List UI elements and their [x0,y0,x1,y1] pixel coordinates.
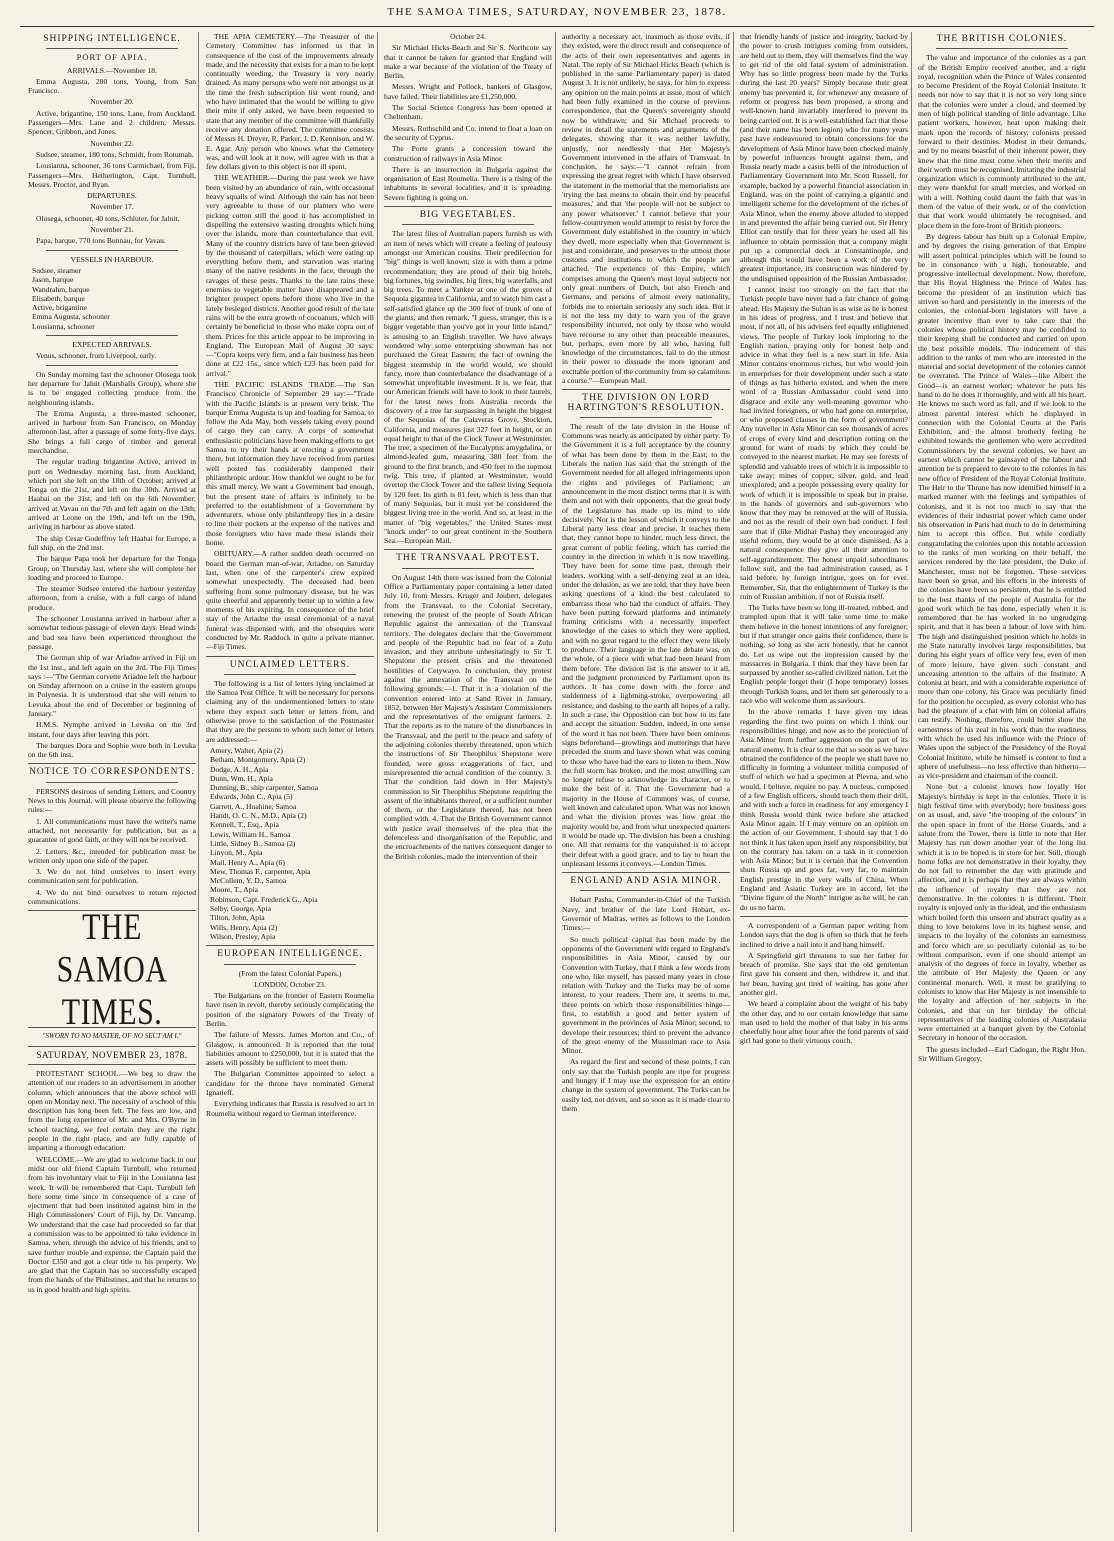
divider [580,890,712,891]
shipping-paragraph: The German ship of war Ariadne arrived in Fiji on the 1st inst., and left again on the 3rd. The Fiji Times says :—"The German corvette Ariadne left the harbour on Sunday afternoon on a cruise in the eastern groups in Polynesia. It is understood that she will return to Levuka about the end of December or beginning of January." [28,653,196,718]
letter-item: Dunn, Wm. H., Apia [210,773,273,783]
european-source: (From the latest Colonial Papers.) [238,968,342,978]
colonies-paragraph: The value and importance of the colonies as a part of the British Empire received another, and a right royal, recognition when the Prince of Wales consented to become President of the Royal Colonial Institute. It needs not now to say that it is not so very long since that the colonies were under a cloud, and deemed by men of high political standing of little advantage. Like patient workers, however, heat upon making their mark upon the records of history, colonists pressed forward to their destinies. Modest in their demands, and by no means boastful of their inherent power, they knew that the time must come when their merits and their worth must be recognised. Imitating the industrial organization which is commonly attributed to the ant, they were thankful for small mercies, and worked on with a will. Nothing could daunt the faith that was in them of the value of their work, or of the conviction that that work would ultimately be recognised, and place them in the fore-front of British pioneers. [918,53,1086,230]
divider [206,656,374,657]
divider [206,945,374,946]
pacific-trade-paragraph: THE PACIFIC ISLANDS TRADE.—The San Francisco Chronicle of September 29 say:—"Trade with the Pacific Islands is at present very brisk. The barque Emma Augusta is up and loading for Samoa, to follow the Ada May, both vessels taking every pound of cargo they can carry. A corps of somewhat enthusiastic politicians have been making efforts to get Samoa to try their hands at erecting a government there, but information they have received from parties well posted has considerably dampened their philanthropic ardour. How thankful we ought to be for this small mercy. We want a Government bad enough, but the present state of affairs is infinitely to be preferred to the establishment of a Government by adventurers, whose only philanthropy lies in a desire to line their pockets at the expense of the natives and those foreigners who have made these islands their home. [206,379,374,548]
column-4 [562,32,730,1532]
letter-item: Mail, Henry A., Apia (6) [210,857,285,867]
divider [402,568,534,569]
column-6 [918,32,1086,1532]
division-title: THE DIVISION ON LORD HARTINGTON'S RESOLUTION. [567,393,725,413]
divider [384,206,552,207]
colonies-paragraph: By degrees labour has built up a Colonial Empire, and by degrees the rising generation of that Empire will assert political principles which will be found to be in consonance with a high, honourable, and progressive intellectual development. Now, therefore, that His Royal Highness the Prince of Wales has become the president of an institution which has striven so hard and persistently in the interests of the colonies, the colonial-born legislators will have a greater incentive than ever to take care that the colonies whose political history may be confided to their keeping shall be conducted and carried on upon the best possible models. The inducement of this addition to the ranks of men who are interested in the material and social development of the colonies cannot be overrated. The Prince of Wales—like Albert the Good—is an earnest worker; whatever he puts his hand to do he does it thoroughly, and with all his heart. He knows no such word as fail, and if we look to the almost parental interest which he displayed in connection with the Colonial Courts at the Paris Exhibition, and the almost brotherly feeling he exhibited towards the gentlemen who were accredited Commissioners by the several colonies, we have an earnest which cannot be gainsayed of the labour and attention he is prepared to devote to the colonies in his new office of President of the Royal Colonial Institute. The Heir to the Throne has now identified himself in a marked manner with the feelings and sympathies of colonists, and it is not too much to say that the evidences of their industrial power which came under his observation in Paris had much to do in determining him to accept this office. But while cordially congratulating the colonies upon this notable accession to the ranks of men working on their behalf, the services rendered by the late president, the Duke of Manchester, must not be forgotten. These services have been so great, and his efforts in the interests of the colonies have been so persistent, that he is entitled to the best thanks of the people of Australia for the good work which he has done, especially when it is remembered that he has worked in no ungrudging spirit, and that it has been a labour of love with him. The high and distinguished position which he holds in the State naturally involves large responsibilities, but during his eight years of office very few, even of men of more leisure, have given such constant and unceasing attention to the affairs of the Institute. A colonist at heart, and with a considerable experience of more than one colony, his Grace was peculiarly fitted for the position he occupied, as every colonist who has had the pleasure of a chat with him on colonial affairs can testify. Nothing, therefore, could better show the earnestness of his zeal in his work than the readiness with which he used his influence with the Prince of Wales upon the subject of the Presidency of the Royal Colonial Institute, while he himself is content to find a sphere of usefulness—no less effective than hitherto—as vice-president and chairman of the council. [918,231,1086,781]
letter-item: Amery, Walter, Apia (2) [210,745,283,755]
letter-item: Selby, George, Apia [210,904,271,914]
divider [224,674,356,675]
letter-item: Lewis, William H., Samoa [210,829,291,839]
news-paragraph: Messrs. Wright and Pollock, bankers of Glasgow, have failed. Their liabilities are £1,250,000. [384,82,552,101]
news-paragraph: The Porte grants a concession toward the construction of railways in Asia Minor. [384,144,552,163]
letter-item: Wills, Henry, Apia (2) [210,922,278,932]
motto: "SWORN TO NO MASTER, OF NO SECT AM I." [42,1032,182,1041]
divider [46,335,178,336]
divider [224,964,356,965]
letter-item: Linyon, M., Apia [210,848,263,858]
vessel-item: Active, brigantine [32,303,87,313]
welcome-paragraph: WELCOME.—We are glad to welcome back in our midst our old friend Captain Turnbull, who returned from his involuntary visit to Fiji in the Lousianna last week. It will be remembered that Capt. Turnbull left here some time since in consequence of a case of ejectment that had been instituted against him in the High Commissioners' Court of Fiji, by Dr. Vancamp. We understand that the case had proceeded so far that a commission was to be appointed to take evidence in Samoa, when, through the advice of his friends, and to save further trouble and expense, the Captain paid the Doctor £350 and got a clear title to his property. We are glad that the Captain has so successfully escaped from the hands of the Philistines, and that he returns to us in good health and high spirits. [28,1154,196,1294]
divider [740,916,908,917]
divider [562,872,730,873]
top-rule [20,26,1094,27]
expected-heading: EXPECTED ARRIVALS. [72,340,152,350]
shipping-paragraph: The Emma Augusta, a three-masted schooner, arrived in harbour from San Francisco, on Monday afternoon last, after a passage of some forty-five days. She brings a full cargo of timber and general merchandise. [28,408,196,455]
european-paragraph: The Bulgarians on the frontier of Eastern Roumelia have risen in revolt, thereby seriously complicating the position of the signatory Powers of the Treaty of Berlin. [206,991,374,1028]
shipping-paragraph: On Sunday morning last the schooner Olosega took her departure for Jaluit (Marshalls Group), where she is to be engaged collecting produce from the neighbouring islands. [28,369,196,407]
unclaimed-title: UNCLAIMED LETTERS. [229,659,351,670]
letter-item: Wilson, Presley, Apia [210,931,276,941]
date-subhead: November 21. [90,225,134,235]
vessel-item: Elisabeth, barque [32,293,85,303]
asia-minor-paragraph: In the above remarks I have given my ideas regarding the first two points on which I think our responsibilities hinge, and now as to the protection of Asia Minor from further aggression on the part of its natural enemy. It is clear to me that so soon as we have obtained the confidence of the people we shall have no difficulty in forming a volunteer militia composed of stuff of which we had a specimen at Plevna, and who would, I believe, require no pay. A nucleus, composed of a few English officers, should teach them their drill, and with such a force in readiness for any emergency I think Russia would think twice before she attacked Asia Minor again. If I may venture on an opinion on the action of our Government, I should say that I do not think it has taken upon itself any responsibility, but on the contrary has taken on a task in it connexion with Asia Minor; but it is certain that the Convention shuts Russia up and goes far, very far, to maintain English prestige in the very walls of China. When England and Asiatic Turkey are in accord, let the "Divine figure of the North" intrigue as he will, he can do us no harm. [740,707,908,912]
weather-paragraph: THE WEATHER.—During the past week we have been visited by an abundance of rain, with occasional heavy squalls of wind. Although the rain has not been very agreeable to those of our planters who were picking cotton still the good it has accomplished in dispelling the extensive wasting droughts which hung over the islands, more than counterbalance that evil. Many of the country districts have of late been grieved by the thousand of caterpillars, which were eating up everything before them, and starvation was staring many of the native residents in the face, through the ravages of these pests. Thanks to the late rains these enemies to vegetable matter have disappeared and a brighter prospect opens before those who live in the lately besieged districts. Another good result of the late rains will be the extra growth of cocoanuts, which will certainly be beneficial to those who make copra out of them. Prices for this article appear to be improving in England. The European Mail of August 30 says:—"Copra keeps very firm, and a fair business has been done at £22 15s., since which £23 has been paid for arrival." [206,173,374,378]
letter-item: Dunning, B., ship carpenter, Samoa [210,783,319,793]
date-subhead: November 20. [90,97,134,107]
asia-minor-paragraph: I cannot insist too strongly on the fact that the Turkish people have never had a fair chance of going ahead. His Majesty the Sultan is as wise as he is honest in his ideas of progress, and I trust and believe that most, if not all, of his advisers feel equally enlightened views. The people of Turkey look imploring to the English nation, praying only for honest help and advice in what they feel is a new start in life. Asia Minor contains enormous riches, but who would join in enterprises for their development under such a state of things as has hitherto existed, and when the mere word of a Russian Ambassador could send into disgrace and exile any well-meaning governor who had invited foreigners, or who had gone on enterprise, or who proposed clauses in the form of government? Any traveller in Asia Minor can see thousands of acres of crops of every kind and description rotting on the ground for want of roads by which they could be conveyed to the nearest market. He may see forests of splendid and valuable trees of which it is impossible to take away; mines of copper, silver, gold, and lead unexplored; and a people possessing every quality for work of which it is impossible to speak but in praise, in the hands of governors and sub-governors who know that they may be removed at the will of Russia, and not as the result of their own bad conduct. I feel sure that if (like Midhat Pasha) they encouraged any useful reform, they would be at once dismissed. As a natural consequence they give all their attention to self-aggrandizement. The honest unpaid subordinates follow suit, and the bad administration caused, as I said before, by foreign intrigue, goes on for ever. Remember, Sir, that the enlightenment of Turkey is the ruin of Russian ambition, if not of Russia itself. [740,285,908,601]
vegetables-paragraph: The latest files of Australian papers furnish us with an item of news which will create a feeling of jealousy amongst our American cousins. Their predilection for "big" things is well known; size is with them a prime recommendation; they are proud of their big hotels, big fortunes, big swindles, big fires, big waterfalls, and big trees. To meet a Yankee at one of the groves of Sequoia gigantea in California, and to watch him cast a self-satisfied glance up the 300 feet of trunk of one of the giants, and then remark, "I guess, stranger, this is a bigger vegetable than you've got in your little island," is amusing to an English traveller. We have always wondered why some enterprising showman has not purchased the Great Eastern; the fact of owning the biggest steamship in the world would, we should fancy, more than counterbalance the disadvantage of a somewhat unprofitable investment. It is, we fear, that our American friends will have to look to their laurels, for the latest news from Australia records the discovery of a tree far surpassing in height the biggest of the Sequoias of the Calaveras Grove, Stockton, California, and measures just 327 feet in height, or an equal height to that of the Clock Tower at Westminster. The tree, a specimen of the Eucalyptus amygdalina, or almond-leafed gum, measuring 380 feet from the ground to the first branch, and 450 feet to the topmost twig. This tree, if planted at Westminster, would overtop the Clock Tower and the tallest living Sequoia by 120 feet. Its girth is 81 feet, which is less than that of many Sequoias, but it must yet be considered the biggest living tree in the world. And so, at least in the matter of "big vegetables," the United States must "knock under" to our great continent in the Southern Sea.—European Mail. [384,229,552,546]
vessel-item: Lousianna, schooner [32,321,95,331]
letter-item: Robinson, Capt. Frederick G., Apia [210,894,318,904]
letter-item: Mew, Thomas F., carpenter, Apia [210,866,311,876]
transvaal-title: THE TRANSVAAL PROTEST. [396,553,540,564]
news-paragraph: Sir Michael Hicks-Beach and Sir S. Northcote say that it cannot be taken for granted that England will make a war because of the violation of the Treaty of Berlin. [384,43,552,81]
colonies-paragraph: None but a colonist knows how loyally Her Majesty's birthday is kept in the colonies. There it is high festival time with everybody; here business goes on as usual, and, save "the trooping of the colours" in the open space in front of the Horse Guards, and a salute from the Tower, there is little to note that Her Majesty has run down another year of the long list which it is to be hoped is in store for her. Still, though home folks are not demonstrative in their loyalty, they do not fail to remember the day with gratitude and affection, and it is perhaps that they are always within the influence of royalty that they are not demonstrative. In the colonies it is different. Their royalty is enjoyed only in the ideal, and the enthusiasm which boiled forth this unseen and abstract quality as a thing to love betokens love in its highest sense, and impacts to the loyalty of the colonists an earnestness and force which are so peculiarly colonial as to be without comparison, even if one should attempt an analysis of the degrees of force in loyalty, whether as the attribute of Her Majesty the Queen or any continental monarch. Well, it must be gratifying to colonists to know that Her Majesty is not insensible to the loyalty and affection of her subjects in the colonies, and that on her birthday the official representatives of the leading colonies of Australasia were entertained at a banquet given by the Colonial Secretary in honour of the occasion. [918,782,1086,1043]
miscellany-paragraph: We heard a complaint about the weight of his baby the other day, and to our certain knowledge that same man used to hold the mother of that baby in his arms cheerfully hour after hour after the fond parents of said girl had gone to their virtuous couch. [740,999,908,1046]
shipping-paragraph: The barque Papa took her departure for the Tonga Group, on Thursday last, where she will complete her loading and proceed to Europe. [28,554,196,582]
letter-item: Tilton, John, Apia [210,913,265,923]
notice-rule: 4. We do not bind ourselves to return rejected communications. [28,887,196,907]
divider [28,1064,196,1065]
column-5 [740,32,908,1532]
european-title: EUROPEAN INTELLIGENCE. [217,949,363,960]
divider [936,48,1068,49]
cemetery-paragraph: THE APIA CEMETERY.—The Treasurer of the Cemetery Committee has informed us that in consequence of the cost of the improvements already made, and the necessity that exists for a man to be kept continually weeding, the Treasury is very nearly drained. As many persons who were not amongst us at the time the fresh subscription list went round, and who have intimated that the would be willing to give their mite if only asked, we have been requested to state that any member of the committee will thankfully receive any donation offered. The committee consists of Messrs H. Dreyer, R. Parker, J. D. Kennison, and W. E. Agar. Any person who knows what the Cemetery was, and will look at it now, will agree with us that a few dollars given to this object is not ill spent. [206,32,374,172]
arrival-entry: Emma Augusta, 280 tons, Young, from San Francisco. [28,76,196,96]
shipping-title: SHIPPING INTELLIGENCE. [43,34,181,44]
divider [46,48,178,49]
arrivals-heading: ARRIVALS.—November 18. [67,65,157,75]
vessel-item: Wandrahm, barque [32,284,90,294]
divider [28,763,196,764]
divider [46,250,178,251]
port-title: PORT OF APIA. [76,52,148,63]
vessels-heading: VESSELS IN HARBOUR. [70,254,154,264]
divider [384,549,552,550]
transvaal-continued: authority a necessary act, inasmuch as those evils, if they existed, were the direct result and consequence of the acts of their own representatives and agents in Natal. The reply of Sir Michael Hicks Beach (which is published in the same Parliamentary paper) is dated August 3. It is not unlikely, he says, for him to express any opinion on the main points at issue, most of which had been fully examined in the course of previous correspondence, that the Queen's sovereignty should now be withdrawn; and Sir Michael proceeds to review in detail the statements and arguments of the delegates, showing that it was neither lawfully, unjustly, nor needlessly that Her Majesty's Government intervened in the affairs of Transvaal. In conclusion, he says:—"I cannot refrain from expressing the great regret with which I have observed the statement in the memorial that the memorialists are 'trying the last means to obtain their end by peaceful measures,' and that 'the people will not be subject to any power whatsoever.' I cannot believe that your fellow-countrymen would attempt to resist by force the Government duly established in the country in which they dwell, more especially when that Government is just and considerate, and preserves to the utmost those customs and institutions to which the people are attached. The experience of this Empire, which comprises among the Queen's most loyal subjects not only great numbers of Dutch, but also French and Germans, and persons of almost every nationality, forbids me to entertain seriously any such idea. But it is not the less my duty to warn you of the grave responsibility incurred, not only by those who would have recourse to any other than peaceable measures, but, perhaps, even more by all who, having full knowledge of the circumstances, fail to do the utmost in their power to dissuade the more ignorant and excitable portion of the community from so calamitous a course."—European Mail. [562,32,730,385]
shipping-paragraph: The schooner Lousianna arrived in harbour after a somewhat tedious passage of eleven days. Head winds and bad sea have been experienced throughout the passage. [28,614,196,651]
letter-item: Handt, O. C. N., M.D., Apia (2) [210,811,307,821]
divider [402,224,534,225]
page-columns [22,32,1094,1532]
miscellany-paragraph: A Springfield girl threatens to sue her father for breach of promise. She says that the old gentleman first gave his consent and then, withdrew it, and that her beau, having got tired of waiting, has gone after another girl. [740,950,908,997]
news-paragraph: Messrs. Rothschild and Co. intend to float a loan on the security of Cyprus. [384,123,552,142]
divider [46,365,178,366]
masthead: THE SAMOA TIMES. [56,906,168,1033]
divider [28,1046,196,1047]
vegetables-title: BIG VEGETABLES. [419,210,517,221]
date-subhead: November 17. [90,202,134,212]
vessel-item: Jason, barque [32,275,74,285]
unclaimed-intro: The following is a list of letters lying unclaimed at the Samoa Post Office. It will be necessary for persons claiming any of the undermentioned letters to state where they expect such letter or letters from, and otherwise prove to the satisfaction of the Postmaster that they are the persons to whom such letter or letters are addressed:— [206,678,374,744]
dateline: SATURDAY, NOVEMBER 23, 1878. [36,1049,188,1060]
asia-minor-continued: that friendly hands of justice and integrity, backed by the power to crush intrigues coming from outsiders, are held out to them, they will themselves find the way to get rid of the old fatal system of administration. Why has so little progress been made by the Turks during the last 20 years? Simply because their great enemy has prevented it, for whenever any measure of reform or progress has been proposed, a strong and well-known hand invariably interfered to prevent its being carried out. It is a well-established fact that those (and their name has been legion) who for many years past have endeavoured to obtain concessions for the development of Asia Minor have been checked mainly by powerful influences brought against them, and Russia nearly made a casus belli of the introduction of Parliamentary Government into Mr. Scott Russell, for example, backed by a powerful financial association in England, was on the point of carrying a gigantic and intelligent scheme for the development of the riches of Asia Minor, when the enemy above alluded to stepped in and prevented the affair being carried out. Sir Henry Elliot can testify that for three years he used all his influence to obtain permission that a company might put up a commercial dock at Constantinople, and although this would have been a work of the very greatest importance, its construction was hindered by the undisguised opposition of the Russian Ambassador. [740,32,908,283]
news-paragraph: The Social Science Congress has been opened at Cheltenham. [384,103,552,122]
letter-item: McCullem, Y. D., Samoa [210,876,287,886]
notice-rule: 2. Letters, &c., intended for publication must be written only upon one side of the paper. [28,846,196,865]
letter-item: Kennell, T., Esq., Apia [210,820,279,830]
notice-title: NOTICE TO CORRESPONDENTS. [29,767,195,778]
divider [46,782,178,783]
arrival-entry: Active, brigantine, 150 tons, Lane, from Auckland. Passengers—Mrs. Lane and 2 children, Messrs. Spencer, Gribbon, and Jones. [28,108,196,137]
divider [580,417,712,418]
notice-rule: 3. We do not bind ourselves to insert every communication sent for publication. [28,867,196,886]
letter-item: Moore, T., Apia [210,885,259,895]
vessel-item: Emma Augusta, schooner [32,312,110,322]
division-paragraph: The result of the late division in the House of Commons was nearly as anticipated by either party. To the Government it is a full acceptance by the country of what has been done by them in the East; to the Liberals the nation has said that the strength of the Government needed for all alleged infringements upon the rights and privileges of Parliament; an announcement in the most distinct terms that it is with them and not with their opponents, that the great body of the Legislature has made up its mind to side decisively. Nor is the lesson of which it conveys to the Liberal party less clear and precise. It teaches them that, they cannot hope to hinder, much less direct, the great current of public feeling, which has carried the country in the direction in which it is now travelling. They have been for some time past, through their leaders, working with a self-denying zeal at an idea, under the delusion, as we are told, that they have been asking questions of a kind the best calculated to embarrass those who had the conduct of affairs. They have been putting forward platforms and intimately framing criticisms with a necessarily imperfect knowledge of the cases to which they were applied, and with no great regard to the effect they were likely to produce. Their language in the late debate was, on the whole, of a piece with what had been heard from them before. The division list is the answer to it all, and the judgment pronounced by Parliament upon its authors. It has come down with the force and suddenness of a lightning-stroke, overpowering all resistance, and dashing to the earth all hopes of a rally. In such a case, the Opposition can but bow to its fate and accept the situation. Sudden, indeed, in one sense of the word it has not been. There have been ominous signs beforehand—growlings and mutterings that have preceded the storm and have shown what was coming to those who have had the ears to listen to them. Now the full storm has broken, and the most unwilling can no longer refuse to acknowledge its character, or to make the best of it. That the Government had a majority in the House of Commons was, of course, well known and calculated upon. What was not known and what the division proves was how great the majority would be, and from what unexpected quarters it would be made up. The division has been a crushing one. All that remains for the vanquished is to accept their defeat with a good grace, and to lay to heart the unpleasant lessons it conveys.—London Times. [562,421,730,868]
colonies-paragraph: The guests included—Earl Cadogan, the Right Hon. Sir William Gregory, [918,1044,1086,1064]
european-paragraph: The failure of Messrs. James Morton and Co., of Glasgow, is announced. It is reported that the total liabilities amount to £250,000, but it is stated that the assets will possibly be sufficient to meet them. [206,1030,374,1068]
departure-entry: Papa, barque, 770 tons Bunnau, for Vavau. [36,236,166,246]
vessels-list [28,266,196,331]
news-paragraph: There is an insurrection in Bulgaria against the organisation of East Roumelia. There is a rising of the inhabitants in several localities, and it is spreading. Severe fighting is going on. [384,164,552,202]
miscellany-paragraph: A correspondent of a German paper writing from London says that the dog is often so thick that he feels inclined to drive a nail into it and hang himself. [740,920,908,949]
shipping-paragraph: H.M.S. Nymphe arrived in Levuka on the 3rd instant, four days after leaving this port. [28,720,196,739]
column-2 [206,32,374,1532]
asia-minor-title: ENGLAND AND ASIA MINOR. [570,876,722,887]
asia-minor-paragraph: Hobart Pasha, Commander-in-Chief of the Turkish Navy, and brother of the late Lord Hobart, ex-Governor of Madras, writes as follows to the London Times:— [562,895,730,933]
running-head: THE SAMOA TIMES, SATURDAY, NOVEMBER 23, 1878. [387,6,727,18]
arrival-entry: Sudsee, steamer, 180 tons, Schmidt, from Rotumah. [36,149,194,159]
shipping-paragraph: The ship Cesar Godeffroy left Haabai for Europe, a full ship, on the 2nd inst. [28,533,196,552]
shipping-paragraph: The regular trading brigantine Active, arrived in port on Wednesday morning last, from Auckland, which port she left on the 18th of October; arrived at Tonga on the 21st, and left on the 30th. Arrived at Haabai on the 31st, and left on the 6th November; arrived at Vavau on the 7th and left again on the 13th; arrived at Leone on the 19th, and left on the 19th, arriving in harbour as above stated. [28,457,196,532]
arrival-entry: Lousianna, schooner, 36 tons Carmichael, from Fiji. Passengers—Mrs. Hetherington, Capt. Turnbull, Messrs. Proctor, and Ryan. [28,161,196,189]
column-3 [384,32,552,1532]
asia-minor-paragraph: So much political capital has been made by the opponents of the Government with regard to England's responsibilities in Asia Minor, caused by our Convention with Turkey, that I think a few words from one who, like myself, has passed many years in close relation with Turkey and the Turks may be of some interest, to your readers. There are, it seems to me, three points on which those responsibilities hinge—first, to establish a good and better system of government in the provinces of Asia Minor; second, to develope their resources; third to prevent the advance of the great enemy of the Mussulman race to Asia Minor. [562,934,730,1056]
letter-item: Betham, Montgomery, Apia (2) [210,755,306,765]
obituary-paragraph: OBITUARY.—A rather sudden death occurred on board the German man-of-war, Ariadne, on Saturday last, when one of the carpenter's crew expired somewhat unexpectedly. The deceased had been suffering from some pulmonary disease, but he was quite cheerful and apparently better up to within a few moments of his expiring. In consequence of the brief stay of the Ariadne the usual ceremonial of a naval funeral was dispensed with, and the obsequies were conducted by Mr. Raddock in quite a private manner.—Fiji Times. [206,549,374,652]
asia-minor-paragraph: The Turks have been so long ill-treated, robbed, and trampled upon that it will take some time to make them believe in the honest intentions of any foreigner; but if that stranger once gains their confidence, there is nothing, so long as she acts honestly, that he cannot do. Let us wipe out the impression caused by the massacres in Bulgaria. I think that they have been far surpassed by another so-called civilized nation. Let the English people forget their (I hope temporary) losses through Turkish loans, and let them set generously to a race who will welcome them as saviours. [740,603,908,706]
letter-item: Garrett, A., Huahine, Samoa [210,801,297,811]
departure-entry: Olosega, schooner, 40 tons, Schluter, for Jaluit. [36,213,180,223]
european-paragraph: Everything indicates that Russia is resolved to act in Roumelia without regard to German interference. [206,1099,374,1118]
letters-list [206,746,374,941]
notice-intro: PERSONS desirous of sending Letters, and Country News to this Journal, will please observe the following rules:— [28,786,196,815]
colonies-title: THE BRITISH COLONIES. [936,34,1068,44]
shipping-paragraph: The steamer Sudsee entered the harbour yesterday afternoon, from a cruise, with a full cargo of island produce. [28,584,196,612]
date-subhead: October 24. [450,32,486,41]
notice-rule: 1. All communications must have the writer's name attached, not necessarily for publication, but as a guarantee of good faith, or they will not be received. [28,816,196,845]
asia-minor-paragraph: As regard the first and second of these points, I can only say that the Turkish people are ripe for progress and hungry if I may use the expression for an entire change in the system of government. The Turks can be easily led, not driven, and so soon as it is made clear to them [562,1057,730,1113]
letter-item: Dodge, A. H., Apia [210,764,269,774]
departures-heading: DEPARTURES. [87,191,137,201]
transvaal-paragraph: On August 14th there was issued from the Colonial Office a Parliamentary paper containing a letter dated July 10, from Messrs. Kruger and Joubert, delegates from the Transvaal, to the Colonial Secretary, renewing the protest of the people of South African Republic against the annexation of the Transvaal territory. The delegates declare that the Government and people of the Republic had no fear of a Zulu invasion, and they attribute unhesitatingly to Sir T. Shepstone the present crisis and the threatened hostilities of Cetywayo. In conclusion, they protest against the annexation of the Transvaal on the following grounds:—1. That it is a violation of the convention entered into at Sand River in January, 1852, between Her Majesty's Assistant Commissioners and the representatives of the emigrant farmers. 2. That the reports as to the nature of the disturbances in the Transvaal, and the peril to the peace and safety of the adjoining colonies thereby threatened, upon which the instructions of Sir Theophilus Shepstone were founded, were gross exaggerations of fact, and misrepresented the actual condition of the country. 3. That the condition laid down in Her Majesty's commission to Sir Theophilus Shepstone requiring the assent of the inhabitants thereof, or a sufficient number of them, or the Legislature thereof, has not been complied with. 4. That the British Government cannot with justice avail themselves of the plea that the defenceless and disorganisation of the Republic, and the encroachments of the natives consequent danger to the British colonies, made the intervention of their [384,572,552,861]
european-date: LONDON, October 23. [254,979,326,989]
letter-item: Little, Sidney B., Samoa (2) [210,838,296,848]
european-paragraph: The Bulgarian Committee appointed to select a candidate for the throne have nominated General Ignatieff. [206,1069,374,1098]
expected-entry: Venus, schooner, from Liverpool, early. [36,351,157,361]
divider [562,389,730,390]
column-1 [28,32,196,1532]
shipping-paragraph: The barques Dora and Sophie were both in Levuka on the 6th inst. [28,740,196,760]
date-subhead: November 22. [90,138,134,148]
vessel-item: Sudsee, steamer [32,265,81,275]
letter-item: Edwards, John C., Apia (5) [210,792,293,802]
school-paragraph: PROTESTANT SCHOOL.—We beg to draw the attention of our readers to an advertisement in another column, which announces that the above school will open on Monday next. The necessity of a school of this description has long been felt. The fees are low, and from the long experience of Mr. and Mrs. O'Byrne in school teaching, we feel certain they are the right people in the right place, and are fully capable of imparting a thorough education. [28,1068,196,1153]
